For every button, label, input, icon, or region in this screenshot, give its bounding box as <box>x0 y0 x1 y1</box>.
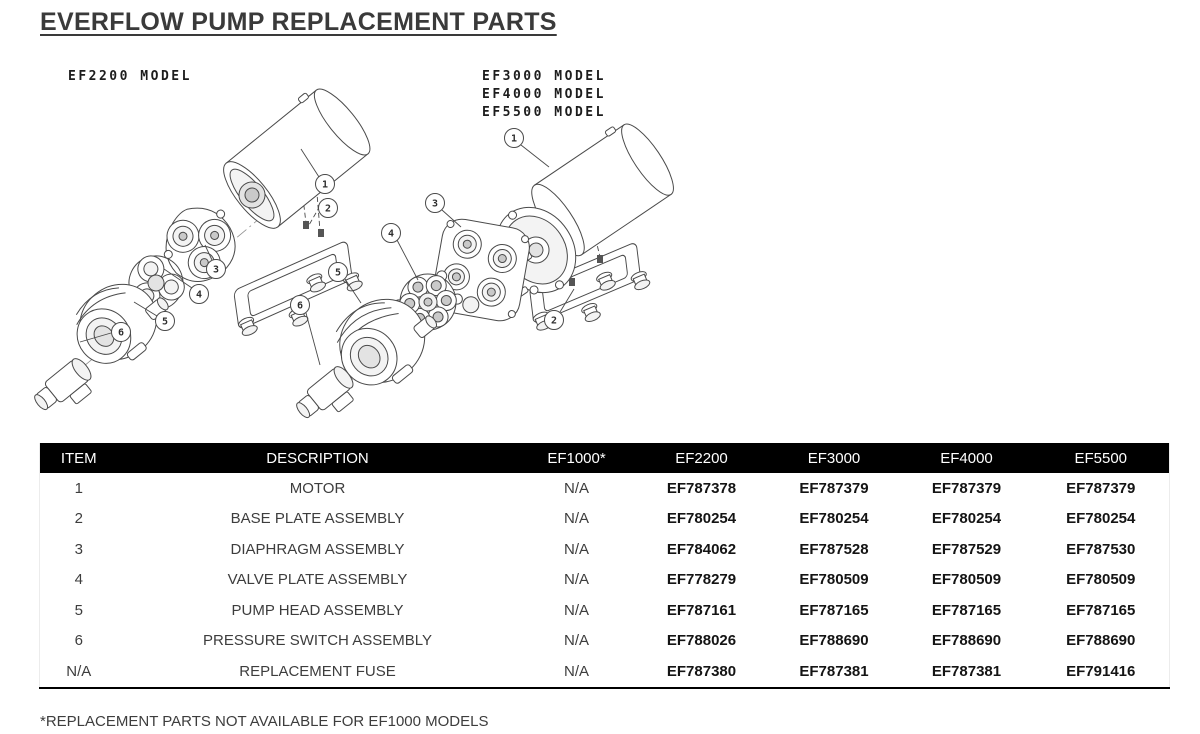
footnote: *REPLACEMENT PARTS NOT AVAILABLE FOR EF1000 MODELS <box>40 713 489 730</box>
cell-item: 5 <box>74 601 83 619</box>
svg-text:5: 5 <box>161 316 169 328</box>
callout-2-right <box>545 311 564 330</box>
cell-ef1000: N/A <box>563 510 589 528</box>
cell-ef1000: N/A <box>563 662 589 680</box>
callout-6-left <box>112 323 131 342</box>
svg-text:6: 6 <box>296 300 304 312</box>
cell-item: 6 <box>74 632 83 650</box>
cell-ef4000: EF780254 <box>931 510 1002 528</box>
cell-item: 1 <box>74 479 83 497</box>
svg-text:2: 2 <box>550 315 558 327</box>
svg-text:3: 3 <box>431 198 439 210</box>
svg-text:2: 2 <box>324 203 332 215</box>
col-header-ef3000: EF3000 <box>768 443 901 473</box>
cell-ef5500: EF780254 <box>1066 510 1136 528</box>
cell-item: 2 <box>74 510 83 528</box>
cell-ef4000: EF787165 <box>931 601 1002 619</box>
cell-ef3000: EF787165 <box>799 601 869 619</box>
cell-ef2200: EF780254 <box>666 510 737 528</box>
cell-ef5500: EF787165 <box>1066 601 1136 619</box>
cell-item: 4 <box>74 571 83 589</box>
svg-text:5: 5 <box>334 267 342 279</box>
col-header-item: ITEM <box>40 443 118 473</box>
cell-description: DIAPHRAGM ASSEMBLY <box>230 540 405 558</box>
table-row <box>40 626 1170 657</box>
callout-6-right <box>291 296 310 315</box>
exploded-parts-diagram <box>0 55 1200 440</box>
table-row <box>40 565 1170 596</box>
svg-text:1: 1 <box>321 179 329 191</box>
svg-text:1: 1 <box>510 133 518 145</box>
cell-ef1000: N/A <box>563 571 589 589</box>
cell-description: PRESSURE SWITCH ASSEMBLY <box>203 632 432 650</box>
callout-4-left <box>190 285 209 304</box>
cell-ef5500: EF788690 <box>1066 632 1136 650</box>
cell-ef4000: EF780509 <box>931 571 1002 589</box>
cell-ef2200: EF784062 <box>666 540 737 558</box>
cell-description: BASE PLATE ASSEMBLY <box>230 510 405 528</box>
table-row <box>40 595 1170 626</box>
callout-3-right <box>426 194 445 213</box>
cell-ef4000: EF787379 <box>931 479 1002 497</box>
pressure-switch-drawing <box>30 356 101 424</box>
cell-ef3000: EF780509 <box>799 571 869 589</box>
cell-ef3000: EF780254 <box>799 510 869 528</box>
diagram-ef2200 <box>30 69 378 423</box>
cell-ef4000: EF787381 <box>931 662 1002 680</box>
svg-text:6: 6 <box>117 327 125 339</box>
model-label-ef2200: EF2200 MODEL <box>68 69 192 84</box>
table-row <box>40 473 1170 504</box>
cell-ef3000: EF787381 <box>799 662 869 680</box>
page-title: EVERFLOW PUMP REPLACEMENT PARTS <box>40 8 557 36</box>
cell-ef5500: EF780509 <box>1066 571 1136 589</box>
cell-ef5500: EF787530 <box>1066 540 1136 558</box>
callout-5-left <box>156 312 175 331</box>
cell-item: N/A <box>66 662 92 680</box>
cell-description: MOTOR <box>289 479 346 497</box>
cell-ef2200: EF787380 <box>666 662 737 680</box>
cell-ef1000: N/A <box>563 479 589 497</box>
table-header-row <box>40 443 1170 473</box>
col-header-ef5500: EF5500 <box>1033 443 1170 473</box>
cell-ef2200: EF778279 <box>666 571 737 589</box>
col-header-ef4000: EF4000 <box>901 443 1033 473</box>
callout-1-left <box>316 175 335 194</box>
callout-2-left <box>319 199 338 218</box>
cell-ef1000: N/A <box>563 540 589 558</box>
table-row <box>40 504 1170 535</box>
cell-ef2200: EF787378 <box>666 479 737 497</box>
callout-1-right <box>505 129 524 148</box>
model-label-ef3000: EF3000 MODEL <box>482 69 606 84</box>
col-header-ef1000: EF1000* <box>518 443 636 473</box>
replacement-parts-table <box>39 443 1170 689</box>
cell-ef5500: EF791416 <box>1066 662 1136 680</box>
svg-text:4: 4 <box>195 289 203 301</box>
cell-ef1000: N/A <box>563 601 589 619</box>
model-label-ef5500: EF5500 MODEL <box>482 105 606 120</box>
cell-ef2200: EF787161 <box>666 601 737 619</box>
cell-ef2200: EF788026 <box>666 632 737 650</box>
cell-ef1000: N/A <box>563 632 589 650</box>
cell-description: PUMP HEAD ASSEMBLY <box>231 601 404 619</box>
callout-3-left <box>207 260 226 279</box>
model-label-ef4000: EF4000 MODEL <box>482 87 606 102</box>
callout-5-right <box>329 263 348 282</box>
callout-4-right <box>382 224 401 243</box>
cell-description: VALVE PLATE ASSEMBLY <box>227 571 408 589</box>
col-header-ef2200: EF2200 <box>636 443 768 473</box>
cell-ef5500: EF787379 <box>1066 479 1136 497</box>
cell-ef4000: EF788690 <box>931 632 1002 650</box>
svg-text:3: 3 <box>212 264 220 276</box>
cell-description: REPLACEMENT FUSE <box>239 662 396 680</box>
motor-drawing <box>211 78 378 236</box>
col-header-description: DESCRIPTION <box>118 443 518 473</box>
cell-ef3000: EF787528 <box>799 540 869 558</box>
table-row <box>40 534 1170 565</box>
cell-item: 3 <box>74 540 83 558</box>
svg-text:4: 4 <box>387 228 395 240</box>
cell-ef3000: EF788690 <box>799 632 869 650</box>
cell-ef3000: EF787379 <box>799 479 869 497</box>
cell-ef4000: EF787529 <box>931 540 1002 558</box>
table-row <box>40 656 1170 688</box>
